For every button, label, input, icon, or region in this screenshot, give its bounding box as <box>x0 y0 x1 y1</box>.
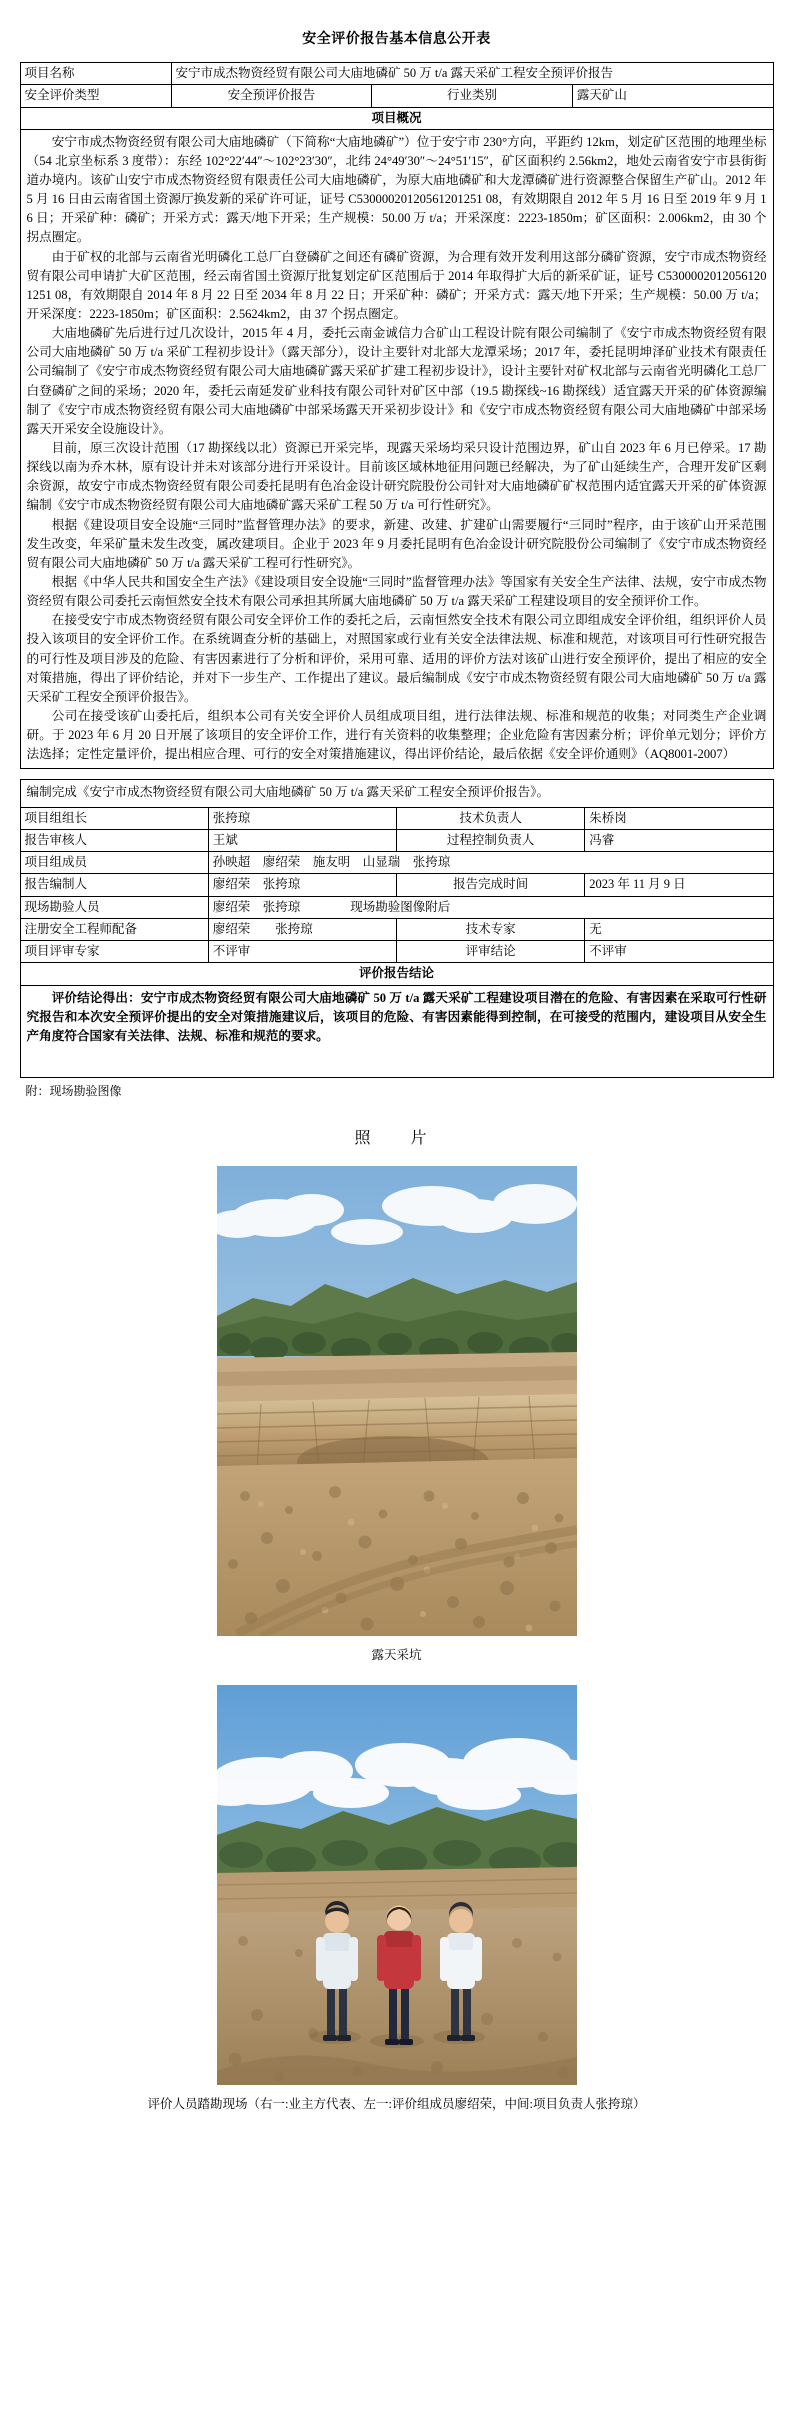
review-expert-label: 项目评审专家 <box>20 941 208 963</box>
photo-block <box>0 1685 793 2122</box>
photo-caption: 评价人员踏勘现场（右一:业主方代表、左一:评价组成员廖绍荣，中间:项目负责人张挎琼） <box>147 2096 646 2111</box>
table-row <box>20 129 773 769</box>
technical-lead-label: 技术负责人 <box>397 807 585 829</box>
table-row <box>20 85 773 107</box>
site-survey-staff-label: 现场勘验人员 <box>20 896 208 918</box>
industry-category-label: 行业类别 <box>372 85 573 107</box>
overview-paragraph: 在接受安宁市成杰物资经贸有限公司安全评价工作的委托之后，云南恒然安全技术有限公司立即组成安全评价组，组织评价人员投入该项目的安全评价工作。在系统调查分析的基础上，对照国家或行业有关安全法律法规、标准和规范，对该项目可行性研究报告的可行性及项目涉及的危险、有害因素进行了分析和评价，采用可靠、适用的评价方法对该矿山进行安全预评价，提出了相应的安全对策措施，得出了评价结论，并对下一步生产、工作提出了建议。最后编制成《安宁市成杰物资经贸有限公司大庙地磷矿 50 万 t/a 露天采矿工程安全预评价报告》。 <box>26 613 767 704</box>
overview-paragraph: 安宁市成杰物资经贸有限公司大庙地磷矿（下简称“大庙地磷矿”）位于安宁市 230°方向，平距约 12km，划定矿区范围的地理坐标（54 北京坐标系 3 度带）：东经 102°22′44″～102°23′30″，北纬 24°49′30″～24°51′15″，矿区面积约 2.56km2，地处云南省安宁市县街街道办境内。该矿山安宁市成杰物资经贸有限责任公司大庙地磷矿，为原大庙地磷矿和大龙潭磷矿进行资源整合保留生产矿山。2012 年 5 月 16 日由云南省国土资源厅换发新的采矿许可证，证号 C53000020120561201251 08，有效期限自 2012 年 5 月 16 日至 2019 年 9 月 16 日；开采矿种：磷矿；开采方式：露天/地下开采；生产规模：50.00 万 t/a；开采深度：2223-1850m；矿区面积：2.006km2，由 30 个拐点圈定。 <box>26 134 767 245</box>
report-reviewer-label: 报告审核人 <box>20 829 208 851</box>
team-leader-label: 项目组组长 <box>20 807 208 829</box>
team-members-label: 项目组成员 <box>20 852 208 874</box>
page-title: 安全评价报告基本信息公开表 <box>302 30 491 46</box>
overview-paragraph: 公司在接受该矿山委托后，组织本公司有关安全评价人员组成项目组，进行法律法规、标准和规范的收集；对同类生产企业调研。于 2023 年 6 月 20 日开展了该项目的安全评价工作，进行有关资料的收集整理；企业危险有害因素分析；评价单元划分；评价方法选择；定性定量评价，提出相应合理、可行的安全对策措施建议，得出评价结论，最后依据《安全评价通则》（AQ8001-2007） <box>26 708 767 762</box>
overview-paragraph: 根据《中华人民共和国安全生产法》《建设项目安全设施“三同时”监督管理办法》等国家有关安全生产法律、法规，安宁市成杰物资经贸有限公司委托云南恒然安全技术有限公司承担其所属大庙地磷矿 50 万 t/a 露天采矿工程建设项目的安全预评价工作。 <box>26 574 767 609</box>
review-conclusion-value: 不评审 <box>585 941 773 963</box>
conclusion-body <box>20 985 773 1077</box>
table-row <box>20 918 773 940</box>
photo-survey-personnel <box>217 1685 577 2085</box>
table-row <box>20 107 773 129</box>
photo-open-pit-quarry <box>217 1166 577 1636</box>
table-row <box>20 941 773 963</box>
table-row <box>20 807 773 829</box>
conclusion-text: 评价结论得出：安宁市成杰物资经贸有限公司大庙地磷矿 50 万 t/a 露天采矿工程建设项目潜在的危险、有害因素在采取可行性研究报告和本次安全预评价提出的安全对策措施建议后，该项目的危险、有害因素能得到控制，在可接受的范围内，建设项目从安全生产角度符合国家有关法律、法规、标准和规范的要求。 <box>26 990 767 1043</box>
overview-body <box>20 129 773 769</box>
registered-engineer-value: 廖绍荣 张挎琼 <box>208 918 396 940</box>
evaluation-type-label: 安全评价类型 <box>20 85 171 107</box>
header-info-table <box>20 62 774 769</box>
overview-paragraph: 根据《建设项目安全设施“三同时”监督管理办法》的要求，新建、改建、扩建矿山需要履行“三同时”程序，由于该矿山开采范围发生改变，年采矿量未发生改变，属改建项目。企业于 2023 年 9 月委托昆明有色冶金设计研究院股份公司编制了《安宁市成杰物资经贸有限公司大庙地磷矿 50 万 t/a 露天采矿工程可行性研究》。 <box>26 517 767 570</box>
photo-caption: 露天采坑 <box>371 1647 422 1662</box>
report-author-label: 报告编制人 <box>20 874 208 896</box>
table-row <box>20 985 773 1077</box>
personnel-intro-text: 编制完成《安宁市成杰物资经贸有限公司大庙地磷矿 50 万 t/a 露天采矿工程安全预评价报告》。 <box>26 785 550 800</box>
report-author-value: 廖绍荣 张挎琼 <box>208 874 396 896</box>
technical-lead-value: 朱桥岗 <box>585 807 773 829</box>
personnel-table <box>20 779 774 1077</box>
conclusion-heading: 评价报告结论 <box>20 963 773 985</box>
report-reviewer-value: 王斌 <box>208 829 396 851</box>
report-completion-time-label: 报告完成时间 <box>397 874 585 896</box>
table-row <box>20 780 773 807</box>
overview-heading: 项目概况 <box>20 107 773 129</box>
review-conclusion-label: 评审结论 <box>397 941 585 963</box>
report-completion-time-value: 2023 年 11 月 9 日 <box>585 874 773 896</box>
project-name-value: 安宁市成杰物资经贸有限公司大庙地磷矿 50 万 t/a 露天采矿工程安全预评价报告 <box>171 63 773 85</box>
technical-expert-value: 无 <box>585 918 773 940</box>
review-expert-value: 不评审 <box>208 941 396 963</box>
overview-paragraph: 由于矿权的北部与云南省光明磷化工总厂白登磷矿之间还有磷矿资源，为合理有效开发利用这部分磷矿资源，安宁市成杰物资经贸有限公司申请扩大矿区范围，经云南省国土资源厅批复划定矿区范围后于 2014 年取得扩大后的新采矿证，证号 C53000020120561201251 08，有效期限自 2014 年 8 月 22 日至 2034 年 8 月 22 日；开采矿种：磷矿；开采方式：露天/地下开采；生产规模：50.00 万 t/a；开采深度：2223-1850m；矿区面积：2.5624km2，由 37 个拐点圈定。 <box>26 249 767 322</box>
photo-block <box>0 1166 793 1685</box>
table-row <box>20 896 773 918</box>
photos-heading: 照 片 <box>354 1129 439 1147</box>
table-row <box>20 874 773 896</box>
registered-engineer-label: 注册安全工程师配备 <box>20 918 208 940</box>
team-leader-value: 张挎琼 <box>208 807 396 829</box>
table-row <box>20 829 773 851</box>
personnel-intro <box>20 780 773 807</box>
overview-paragraph: 目前，原三次设计范围（17 勘探线以北）资源已开采完毕，现露天采场均采只设计范围边界，矿山自 2023 年 6 月已停采。17 勘探线以南为乔木林，原有设计并未对该部分进行开采设计。目前该区域林地征用问题已经解决，为了矿山延续生产，合理开发矿区剩余资源，故安宁市成杰物资经贸有限公司委托昆明有色冶金设计研究院股份公司针对大庙地磷矿矿权范围内适宜露天开采的矿体资源编制《安宁市成杰物资经贸有限公司大庙地磷矿露天采矿工程 50 万 t/a 可行性研究》。 <box>26 441 767 513</box>
technical-expert-label: 技术专家 <box>397 918 585 940</box>
team-members-value: 孙映超 廖绍荣 施友明 山显瑞 张挎琼 <box>208 852 773 874</box>
process-control-lead-label: 过程控制负责人 <box>397 829 585 851</box>
table-row <box>20 852 773 874</box>
project-name-label: 项目名称 <box>20 63 171 85</box>
attachment-note: 附：现场勘验图像 <box>25 1083 122 1098</box>
table-row <box>20 63 773 85</box>
overview-paragraph: 大庙地磷矿先后进行过几次设计，2015 年 4 月，委托云南金诚信力合矿山工程设计院有限公司编制了《安宁市成杰物资经贸有限公司大庙地磷矿 50 万 t/a 采矿工程初步设计》（露天部分），设计主要针对北部大龙潭采场；2017 年，委托昆明坤泽矿业技术有限责任公司编制了《安宁市成杰物资经贸有限公司大庙地磷矿露天采矿扩建工程初步设计》，设计主要针对矿权北部与云南省光明磷化工总厂白登磷矿之间的采场；2020 年，委托云南延发矿业科技有限公司针对矿区中部（19.5 勘探线~16 勘探线）适宜露天开采的矿体资源编制了《安宁市成杰物资经贸有限公司大庙地磷矿中部采场露天开采初步设计》和《安宁市成杰物资经贸有限公司大庙地磷矿中部采场露天开采安全设施设计》。 <box>26 326 767 436</box>
table-row <box>20 963 773 985</box>
industry-category-value: 露天矿山 <box>572 85 773 107</box>
process-control-lead-value: 冯睿 <box>585 829 773 851</box>
evaluation-type-value: 安全预评价报告 <box>171 85 372 107</box>
site-survey-staff-value: 廖绍荣 张挎琼 现场勘验图像附后 <box>208 896 773 918</box>
